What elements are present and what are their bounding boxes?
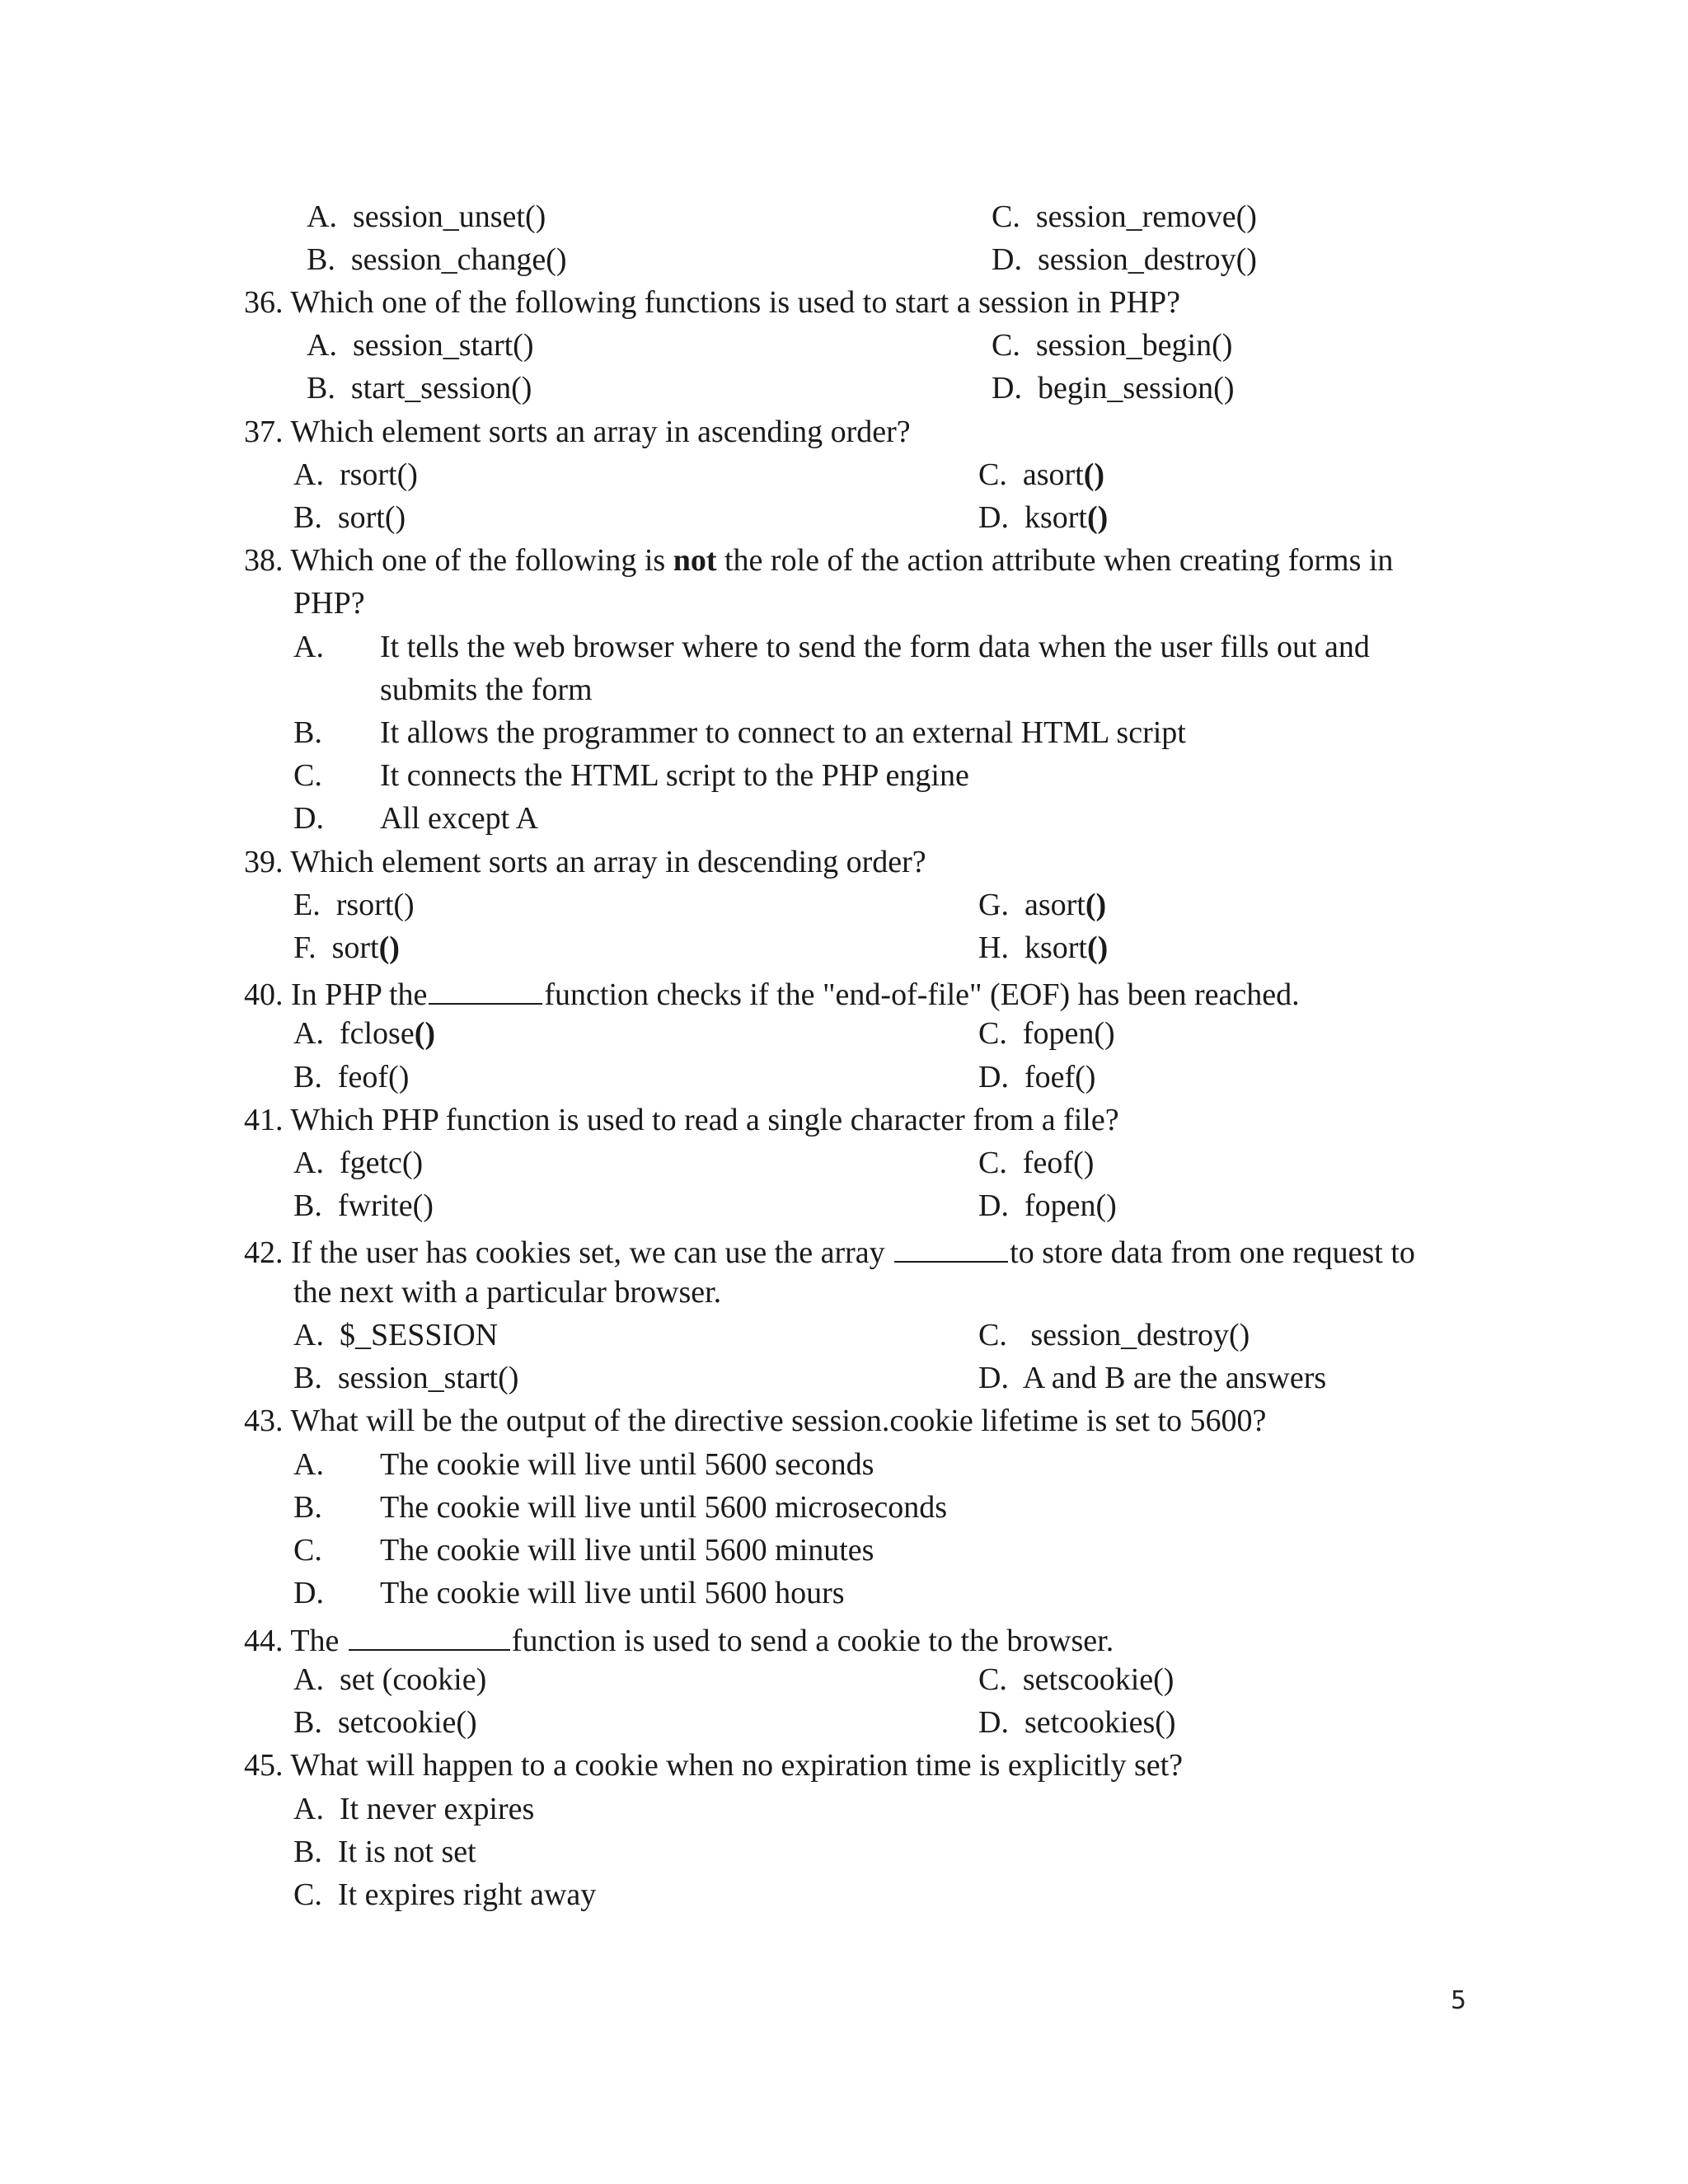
- question-number: 37.: [244, 415, 284, 449]
- q44-option-b: [293, 1707, 477, 1738]
- question-number: 39.: [244, 845, 284, 879]
- question-text: the role of the action attribute when creating forms in: [724, 543, 1394, 578]
- q42-option-b: [293, 1362, 518, 1394]
- question-42: [244, 1233, 1415, 1271]
- q43-option-a-letter: A.: [293, 1447, 324, 1482]
- q39-option-g: [978, 889, 1106, 921]
- option-text: session_change(): [350, 242, 567, 277]
- q38-option-c-text: It connects the HTML script to the PHP engine: [380, 758, 969, 793]
- option-text: session_destroy(): [1037, 242, 1257, 277]
- question-number: 43.: [244, 1404, 284, 1438]
- q35-option-d: [992, 244, 1257, 275]
- q36-option-a: [307, 330, 533, 361]
- question-37: [244, 416, 911, 448]
- q44-option-c: [978, 1664, 1174, 1695]
- option-letter: C.: [978, 457, 1007, 492]
- q36-option-b: [307, 373, 532, 404]
- answer-blank: [429, 975, 542, 1005]
- q38-option-b-text: It allows the programmer to connect to an external HTML script: [380, 715, 1186, 750]
- option-letter: D.: [978, 1060, 1009, 1094]
- q37-option-c: [978, 459, 1104, 490]
- option-letter: A.: [293, 1318, 324, 1352]
- option-text: session_unset(): [352, 199, 546, 234]
- q40-option-b: [293, 1062, 409, 1093]
- question-number: 40.: [244, 977, 284, 1013]
- q38-option-a-text-cont: submits the form: [380, 673, 593, 707]
- option-letter: F.: [293, 930, 316, 965]
- q45-option-a: [293, 1793, 534, 1825]
- q35-option-c: [992, 201, 1257, 232]
- q38-option-d-letter: D.: [293, 801, 324, 836]
- option-text: fgetc(): [339, 1146, 424, 1180]
- q43-option-b-letter: B.: [293, 1490, 322, 1525]
- option-letter: B.: [293, 1188, 322, 1223]
- q38-option-a-letter: A.: [293, 630, 324, 664]
- option-letter: B.: [293, 1705, 322, 1740]
- option-letter: A.: [293, 1146, 324, 1180]
- question-41: [244, 1104, 1119, 1136]
- option-parens: (): [1086, 500, 1109, 535]
- question-text: Which PHP function is used to read a single character from a file?: [290, 1103, 1119, 1137]
- question-text: function is used to send a cookie to the browser.: [511, 1624, 1114, 1659]
- q37-option-b: [293, 502, 406, 533]
- option-text: asort: [1024, 888, 1085, 922]
- option-letter: B.: [293, 1835, 322, 1869]
- question-text: to store data from one request to: [1010, 1235, 1415, 1271]
- question-text: Which one of the following is: [290, 543, 666, 578]
- question-number: 36.: [244, 285, 284, 320]
- question-text: Which element sorts an array in ascending order?: [290, 415, 911, 449]
- option-letter: A.: [307, 199, 337, 234]
- question-number: 41.: [244, 1103, 284, 1137]
- option-text: session_destroy(): [1030, 1318, 1250, 1352]
- q44-option-d: [978, 1707, 1176, 1738]
- option-letter: B.: [307, 242, 335, 277]
- option-letter: C.: [978, 1318, 1007, 1352]
- q39-option-h: [978, 932, 1108, 963]
- question-44: [244, 1621, 1114, 1657]
- option-text: rsort(): [339, 457, 418, 492]
- option-letter: B.: [307, 371, 335, 405]
- question-43: [244, 1405, 1266, 1436]
- question-text: In PHP the: [291, 977, 428, 1013]
- option-letter: D.: [978, 1705, 1009, 1740]
- question-39: [244, 846, 926, 878]
- option-text: fopen(): [1024, 1188, 1117, 1223]
- q36-option-d: [992, 373, 1234, 404]
- q43-option-d-letter: D.: [293, 1576, 324, 1610]
- option-letter: C.: [992, 199, 1020, 234]
- q43-option-c-letter: C.: [293, 1533, 322, 1568]
- q41-option-b: [293, 1190, 434, 1221]
- question-text: What will be the output of the directive session.cookie lifetime is set to 5600?: [290, 1404, 1267, 1438]
- option-letter: C.: [992, 328, 1020, 363]
- q38-option-c-letter: C.: [293, 758, 322, 793]
- q35-option-a: [307, 201, 546, 232]
- option-parens: (): [1085, 888, 1107, 922]
- question-text: If the user has cookies set, we can use the array: [291, 1235, 885, 1271]
- question-38-continuation: PHP?: [293, 586, 365, 621]
- option-text: session_start(): [352, 328, 534, 363]
- option-text: session_remove(): [1035, 199, 1257, 234]
- option-text: A and B are the answers: [1022, 1361, 1327, 1395]
- answer-blank: [349, 1621, 510, 1651]
- question-45: [244, 1750, 1183, 1781]
- option-text: $_SESSION: [339, 1318, 499, 1352]
- question-36: [244, 287, 1180, 318]
- option-text: asort: [1022, 457, 1084, 492]
- option-letter: A.: [293, 1016, 324, 1051]
- question-38: [244, 545, 1393, 576]
- option-parens: (): [1083, 457, 1105, 492]
- q41-option-d: [978, 1190, 1117, 1221]
- q37-option-a: [293, 459, 418, 490]
- q43-option-b-text: The cookie will live until 5600 microseconds: [380, 1490, 948, 1525]
- question-number: 38.: [244, 543, 284, 578]
- q40-option-a: [293, 1018, 435, 1049]
- option-text: fclose: [339, 1016, 415, 1051]
- q40-option-c: [978, 1018, 1115, 1049]
- option-text: feof(): [1022, 1146, 1095, 1180]
- option-text: session_begin(): [1035, 328, 1233, 363]
- option-letter: D.: [992, 371, 1022, 405]
- q37-option-d: [978, 502, 1108, 533]
- option-text: setscookie(): [1022, 1662, 1175, 1697]
- option-parens: (): [414, 1016, 435, 1051]
- option-text: fopen(): [1022, 1016, 1115, 1051]
- q39-option-f: [293, 932, 400, 963]
- question-text: The: [290, 1624, 340, 1659]
- option-text: fwrite(): [337, 1188, 434, 1223]
- option-text: sort(): [337, 500, 406, 535]
- option-text: It expires right away: [337, 1877, 597, 1912]
- option-text: start_session(): [350, 371, 532, 405]
- option-letter: A.: [307, 328, 337, 363]
- question-number: 42.: [244, 1235, 284, 1271]
- option-letter: B.: [293, 500, 322, 535]
- option-letter: C.: [978, 1662, 1007, 1697]
- q38-option-d-text: All except A: [380, 801, 539, 836]
- option-letter: D.: [978, 1361, 1009, 1395]
- question-text: Which one of the following functions is used to start a session in PHP?: [290, 285, 1181, 320]
- q45-option-b: [293, 1836, 476, 1868]
- q36-option-c: [992, 330, 1232, 361]
- question-emphasis: not: [673, 543, 717, 578]
- option-letter: B.: [293, 1060, 322, 1094]
- option-letter: G.: [978, 888, 1009, 922]
- q41-option-c: [978, 1147, 1094, 1179]
- option-letter: D.: [978, 1188, 1009, 1223]
- option-text: rsort(): [335, 888, 415, 922]
- option-letter: A.: [293, 457, 324, 492]
- answer-blank: [894, 1233, 1008, 1263]
- option-text: begin_session(): [1037, 371, 1235, 405]
- q38-option-b-letter: B.: [293, 715, 322, 750]
- q41-option-a: [293, 1147, 423, 1179]
- option-text: sort: [331, 930, 379, 965]
- q43-option-d-text: The cookie will live until 5600 hours: [380, 1576, 845, 1610]
- page-number: 5: [1451, 1986, 1467, 2015]
- q39-option-e: [293, 889, 415, 921]
- question-text: What will happen to a cookie when no expiration time is explicitly set?: [290, 1748, 1184, 1783]
- option-letter: C.: [293, 1877, 322, 1912]
- option-letter: D.: [978, 500, 1009, 535]
- question-number: 44.: [244, 1624, 284, 1659]
- option-text: setcookies(): [1024, 1705, 1176, 1740]
- q42-option-a: [293, 1319, 498, 1351]
- q43-option-a-text: The cookie will live until 5600 seconds: [380, 1447, 874, 1482]
- question-text: Which element sorts an array in descending order?: [290, 845, 926, 879]
- option-text: ksort: [1024, 930, 1087, 965]
- option-parens: (): [1086, 930, 1109, 965]
- option-letter: A.: [293, 1662, 324, 1697]
- q42-option-c: [978, 1319, 1250, 1351]
- option-letter: C.: [978, 1016, 1007, 1051]
- option-letter: E.: [293, 888, 321, 922]
- q40-option-d: [978, 1062, 1095, 1093]
- option-text: setcookie(): [337, 1705, 477, 1740]
- q44-option-a: [293, 1664, 486, 1695]
- option-text: ksort: [1024, 500, 1087, 535]
- q35-option-b: [307, 244, 567, 275]
- option-text: set (cookie): [339, 1662, 487, 1697]
- option-text: feof(): [337, 1060, 410, 1094]
- option-letter: B.: [293, 1361, 322, 1395]
- option-letter: D.: [992, 242, 1022, 277]
- option-letter: H.: [978, 930, 1009, 965]
- option-parens: (): [378, 930, 400, 965]
- option-text: session_start(): [337, 1361, 519, 1395]
- option-text: It never expires: [339, 1792, 535, 1826]
- question-40: [244, 975, 1300, 1013]
- option-letter: A.: [293, 1792, 324, 1826]
- question-text: function checks if the "end-of-file" (EOF) has been reached.: [544, 977, 1300, 1013]
- option-text: It is not set: [337, 1835, 476, 1869]
- option-text: foef(): [1024, 1060, 1096, 1094]
- q45-option-c: [293, 1879, 596, 1910]
- option-letter: C.: [978, 1146, 1007, 1180]
- q42-option-d: [978, 1362, 1326, 1394]
- q43-option-c-text: The cookie will live until 5600 minutes: [380, 1533, 874, 1568]
- q38-option-a-text: It tells the web browser where to send the form data when the user fills out and: [380, 630, 1370, 664]
- question-number: 45.: [244, 1748, 284, 1783]
- question-42-continuation: the next with a particular browser.: [293, 1275, 722, 1310]
